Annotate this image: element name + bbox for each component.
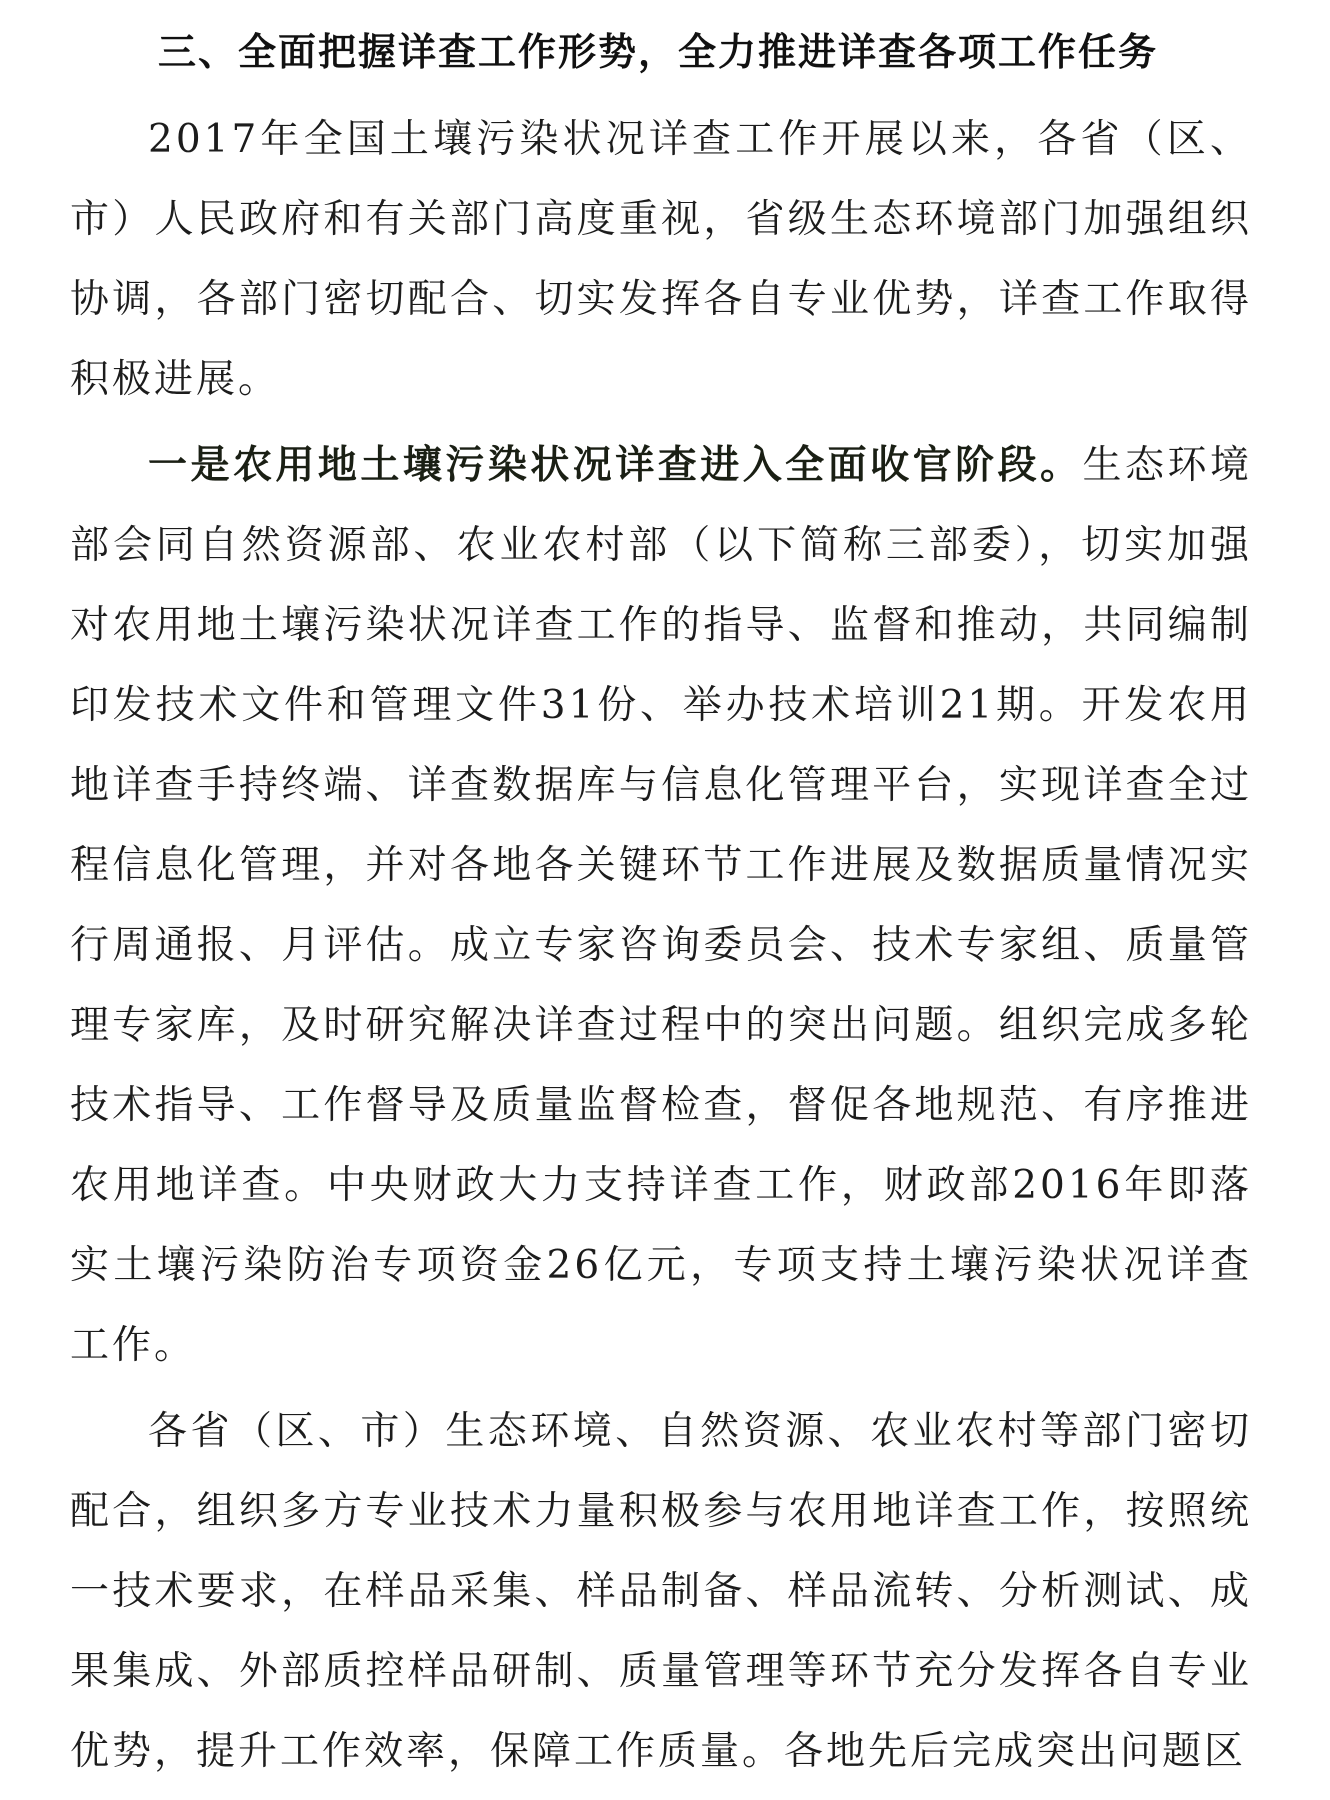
paragraph-body-text: 生态环境部会同自然资源部、农业农村部（以下简称三部委），切实加强对农用地土壤污染状况详查工作的指导、监督和推动，共同编制印发技术文件和管理文件31份、举办技术培训21期。开发农用地详查手持终端、详查数据库与信息化管理平台，实现详查全过程信息化管理，并对各地各关键环节工作进展及数据质量情况实行周通报、月评估。成立专家咨询委员会、技术专家组、质量管理专家库，及时研究解决详查过程中的突出问题。组织完成多轮技术指导、工作督导及质量监督检查，督促各地规范、有序推进农用地详查。中央财政大力支持详查工作，财政部2016年即落实土壤污染防治专项资金26亿元，专项支持土壤污染状况详查工作。 [70, 443, 1252, 1368]
section-heading: 三、全面把握详查工作形势，全力推进详查各项工作任务 [158, 30, 1159, 74]
paragraph-overview: 2017年全国土壤污染状况详查工作开展以来，各省（区、市）人民政府和有关部门高度重视，省级生态环境部门加强组织协调，各部门密切配合、切实发挥各自专业优势，详查工作取得积极进展。 [70, 117, 1252, 402]
paragraph-lead-sentence: 一是农用地土壤污染状况详查进入全面收官阶段。 [148, 443, 1083, 488]
paragraph-farmland-survey [70, 426, 1252, 1386]
paragraph-provincial-cooperation: 各省（区、市）生态环境、自然资源、农业农村等部门密切配合，组织多方专业技术力量积极参与农用地详查工作，按照统一技术要求，在样品采集、样品制备、样品流转、分析测试、成果集成、外部质控样品研制、质量管理等环节充分发挥各自专业优势，提升工作效率，保障工作质量。各地先后完成突出问题区 [70, 1409, 1252, 1774]
